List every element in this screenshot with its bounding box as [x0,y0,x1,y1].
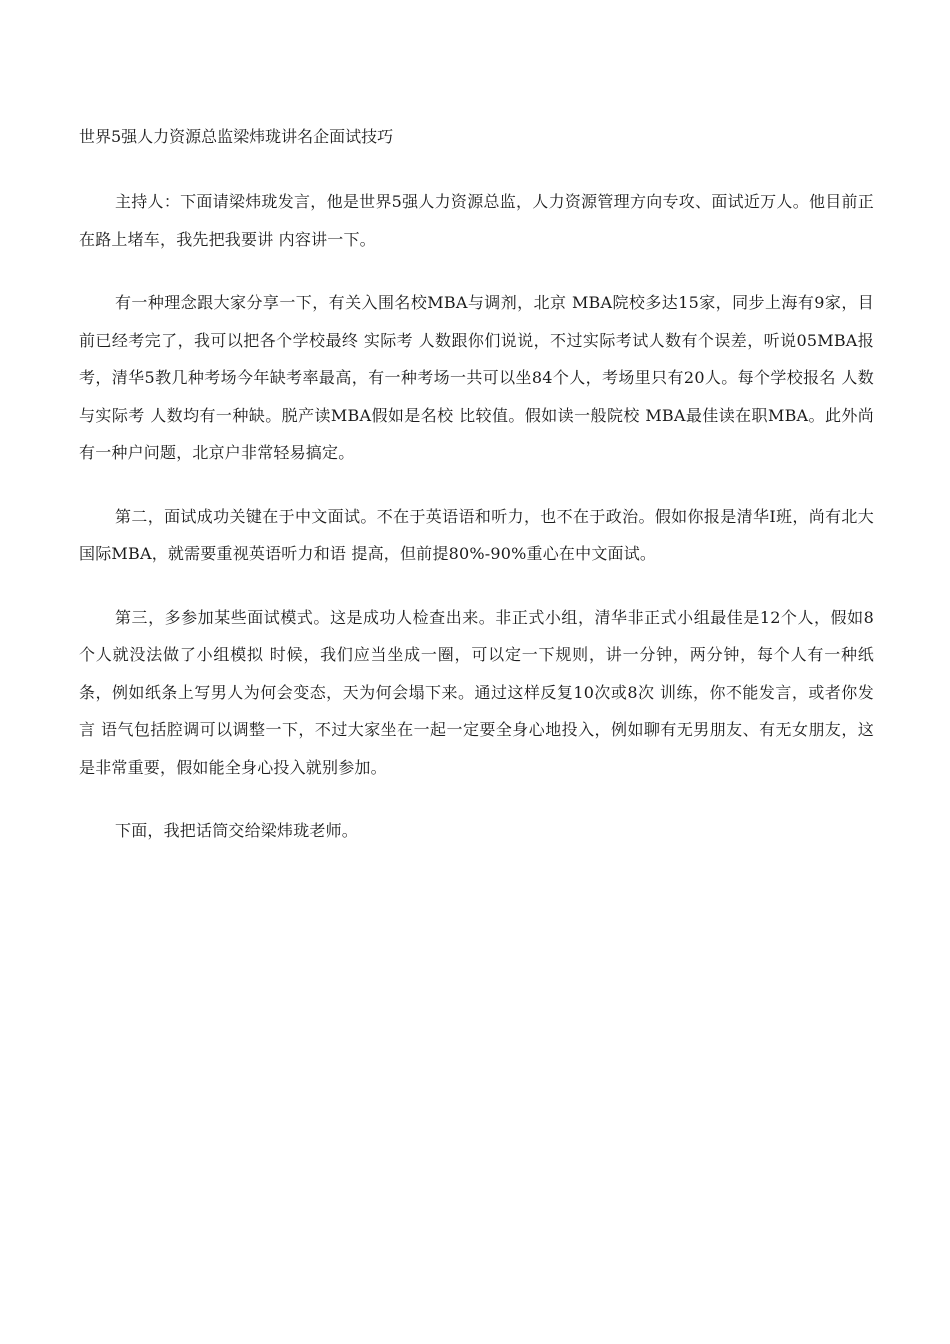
document-title: 世界5强人力资源总监梁炜珑讲名企面试技巧 [79,127,394,146]
paragraph-mba-admission: 有一种理念跟大家分享一下，有关入围名校MBA与调剂，北京 MBA院校多达15家，同步上海有9家，目前已经考完了，我可以把各个学校最终 实际考 人数跟你们说说，不过实际考试人数有个误差，听说05MBA报考，清华5教几种考场今年缺考率最高，有一种考场一共可以坐84个人，考场里只有20人。每个学校报名 人数与实际考 人数均有一种缺。脱产读MBA假如是名校 比较值。假如读一般院校 MBA最佳读在职MBA。此外尚有一种户问题，北京户非常轻易搞定。 [79,293,874,462]
document-page [79,121,874,876]
paragraph-third-point: 第三，多参加某些面试模式。这是成功人检查出来。非正式小组，清华非正式小组最佳是12个人，假如8个人就没法做了小组模拟 时候，我们应当坐成一圈，可以定一下规则，讲一分钟，两分钟，每个人有一种纸条，例如纸条上写男人为何会变态，天为何会塌下来。通过这样反复10次或8次 训练，你不能发言，或者你发言 语气包括腔调可以调整一下，不过大家坐在一起一定要全身心地投入，例如聊有无男朋友、有无女朋友，这是非常重要，假如能全身心投入就别参加。 [79,607,874,777]
paragraph-second-point: 第二，面试成功关键在于中文面试。不在于英语语和听力，也不在于政治。假如你报是清华I班，尚有北大 国际MBA，就需要重视英语听力和语 提高，但前提80%-90%重心在中文面试。 [79,506,874,563]
paragraph-host-intro: 主持人：下面请梁炜珑发言，他是世界5强人力资源总监，人力资源管理方向专攻、面试近万人。他目前正在路上堵车，我先把我要讲 内容讲一下。 [79,192,874,249]
paragraph-closing: 下面，我把话筒交给梁炜珑老师。 [115,821,359,840]
